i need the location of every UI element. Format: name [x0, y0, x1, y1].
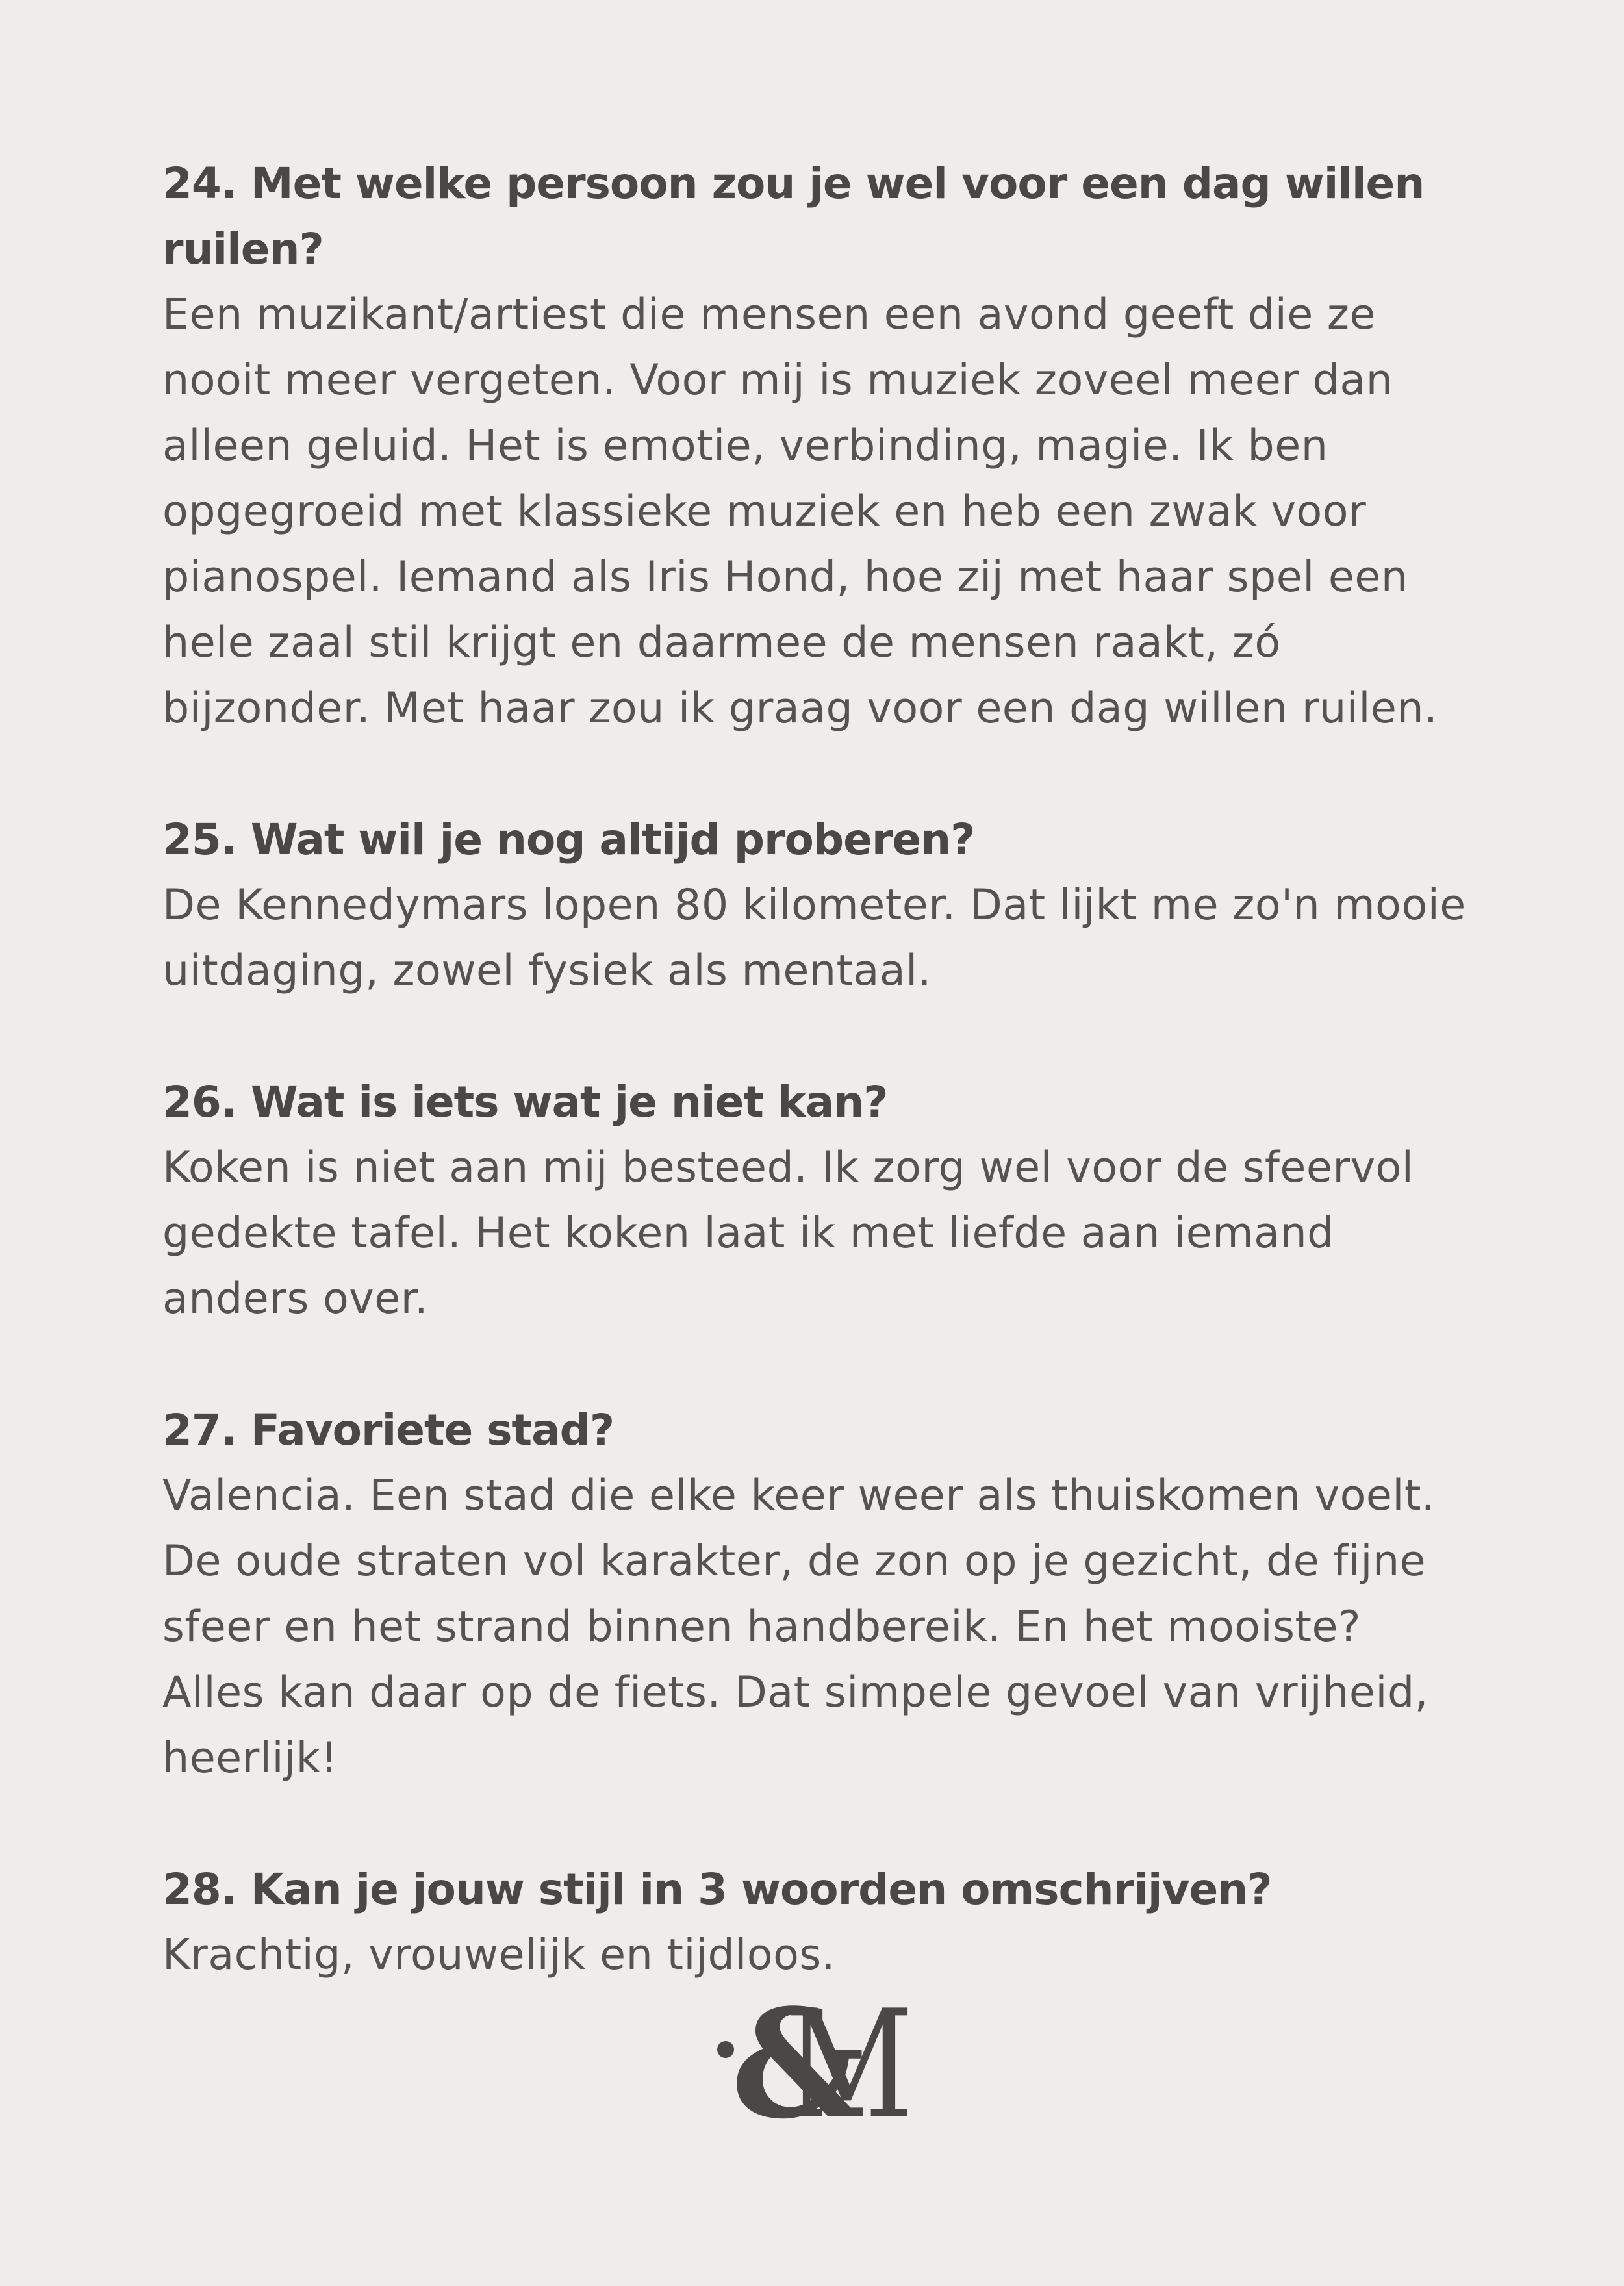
article-body [162, 151, 1475, 2053]
qa-item-25 [162, 807, 1475, 1004]
answer: Koken is niet aan mij besteed. Ik zorg wel voor de sfeervol gedekte tafel. Het koken laat ik met liefde aan iemand anders over. [162, 1143, 1414, 1323]
svg-text:&: & [731, 1998, 866, 2127]
question: 28. Kan je jouw stijl in 3 woorden omschrijven? [162, 1864, 1272, 1914]
qa-item-24 [162, 151, 1475, 741]
question: 25. Wat wil je nog altijd proberen? [162, 815, 975, 865]
question: 24. Met welke persoon zou je wel voor een dag willen ruilen? [162, 159, 1425, 274]
qa-item-28 [162, 1857, 1475, 1988]
qa-item-27 [162, 1397, 1475, 1791]
qa-item-26 [162, 1069, 1475, 1332]
brand-monogram-icon [711, 1998, 913, 2127]
answer: Een muzikant/artiest die mensen een avond geeft die ze nooit meer vergeten. Voor mij is muziek zoveel meer dan alleen geluid. Het is emotie, verbinding, magie. Ik ben opgegroeid met klassieke muziek en heb een zwak voor pianospel. Iemand als Iris Hond, hoe zij met haar spel een hele zaal stil krijgt en daarmee de mensen raakt, zó bijzonder. Met haar zou ik graag voor een dag willen ruilen. [162, 290, 1438, 733]
svg-text:M: M [784, 1998, 913, 2127]
answer: Valencia. Een stad die elke keer weer als thuiskomen voelt. De oude straten vol karakter, de zon op je gezicht, de fijne sfeer en het strand binnen handbereik. En het mooiste? Alles kan daar op de fiets. Dat simpele gevoel van vrijheid, heerlijk! [162, 1471, 1436, 1783]
answer: Krachtig, vrouwelijk en tijdloos. [162, 1931, 835, 1979]
answer: De Kennedymars lopen 80 kilometer. Dat lijkt me zo'n mooie uitdaging, zowel fysiek als mentaal. [162, 881, 1466, 995]
question: 27. Favoriete stad? [162, 1405, 615, 1455]
question: 26. Wat is iets wat je niet kan? [162, 1077, 888, 1127]
